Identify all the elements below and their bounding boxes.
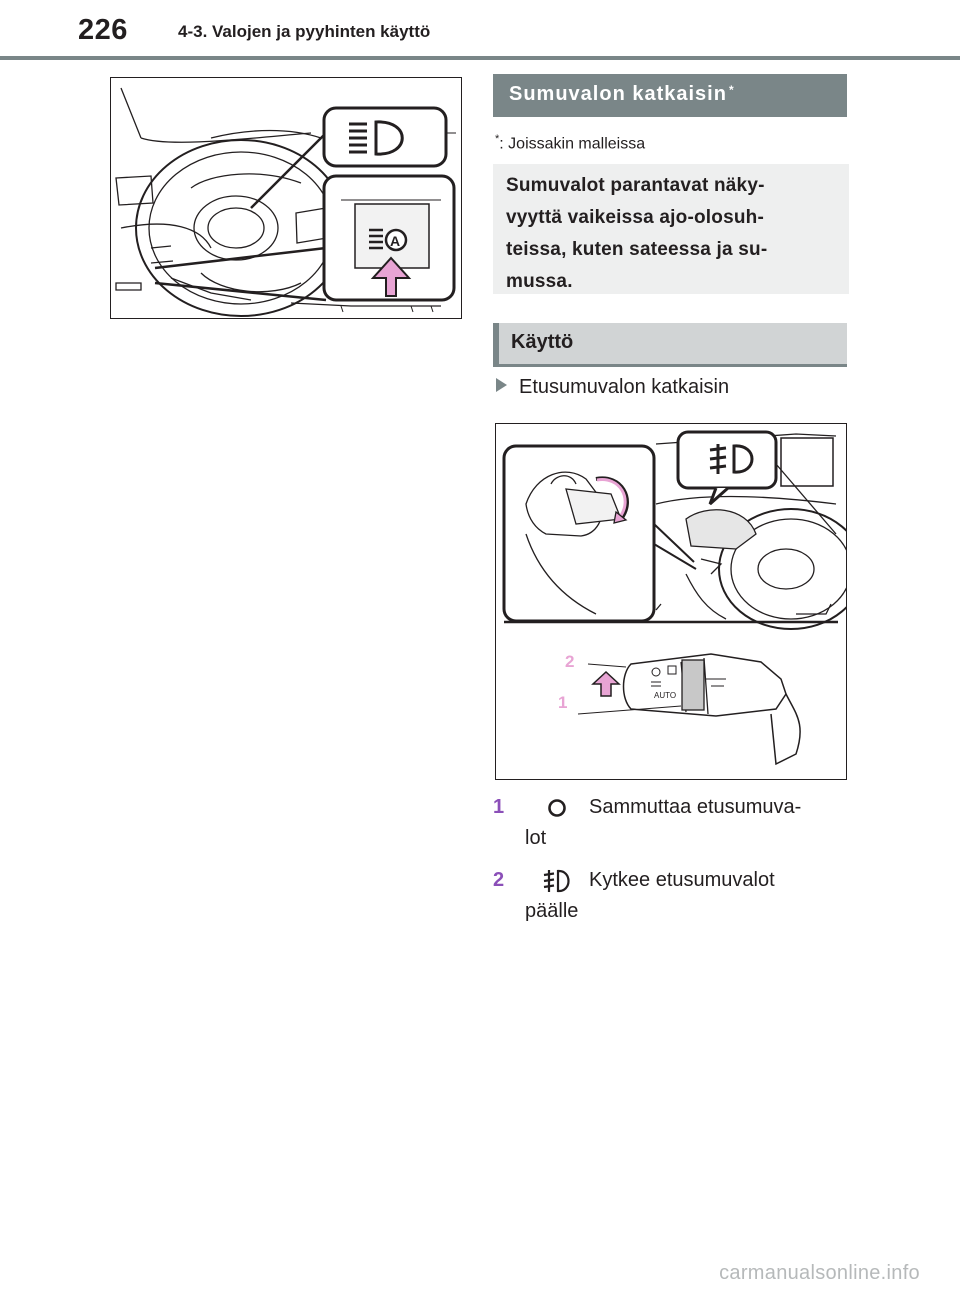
dashboard-illustration xyxy=(110,77,462,319)
bullet-triangle-icon xyxy=(496,378,507,392)
info-line: mussa. xyxy=(506,271,573,292)
usage-heading: Käyttö xyxy=(493,323,847,367)
page-number: 226 xyxy=(78,14,128,46)
item-text-continued: päälle xyxy=(525,900,579,922)
info-line: teissa, kuten sateessa ja su- xyxy=(506,239,768,260)
header-rule xyxy=(0,56,960,60)
footnote-asterisk: * xyxy=(495,133,500,145)
info-line: vyyttä vaikeissa ajo-olosuh- xyxy=(506,207,764,228)
bullet-text: Etusumuvalon katkaisin xyxy=(519,376,730,398)
front-fog-switch-bullet xyxy=(496,376,729,399)
auto-label: AUTO xyxy=(654,691,677,700)
front-fog-light-icon xyxy=(525,865,589,896)
off-circle-icon xyxy=(525,792,589,823)
item-text-continued: lot xyxy=(525,827,547,849)
item-fog-off xyxy=(493,792,843,854)
heading-asterisk: * xyxy=(728,83,735,97)
item-fog-on xyxy=(493,865,843,927)
item-text: Sammuttaa etusumuva- xyxy=(589,796,802,818)
section-title: 4-3. Valojen ja pyyhinten käyttö xyxy=(178,22,431,41)
fog-info-box xyxy=(493,164,849,294)
svg-text:A: A xyxy=(390,233,401,249)
model-footnote xyxy=(495,133,645,153)
fog-switch-illustration xyxy=(495,423,847,780)
item-text: Kytkee etusumuvalot xyxy=(589,869,775,891)
figure-label-2: 2 xyxy=(565,652,575,671)
item-number: 2 xyxy=(493,869,505,891)
fog-switch-heading-text: Sumuvalon katkaisin xyxy=(509,83,727,105)
watermark: carmanualsonline.info xyxy=(719,1262,920,1284)
figure-label-1: 1 xyxy=(558,693,568,712)
item-number: 1 xyxy=(493,796,505,818)
footnote-text: : Joissakin malleissa xyxy=(499,135,646,153)
fog-switch-heading xyxy=(493,74,847,117)
info-line: Sumuvalot parantavat näky- xyxy=(506,175,765,196)
